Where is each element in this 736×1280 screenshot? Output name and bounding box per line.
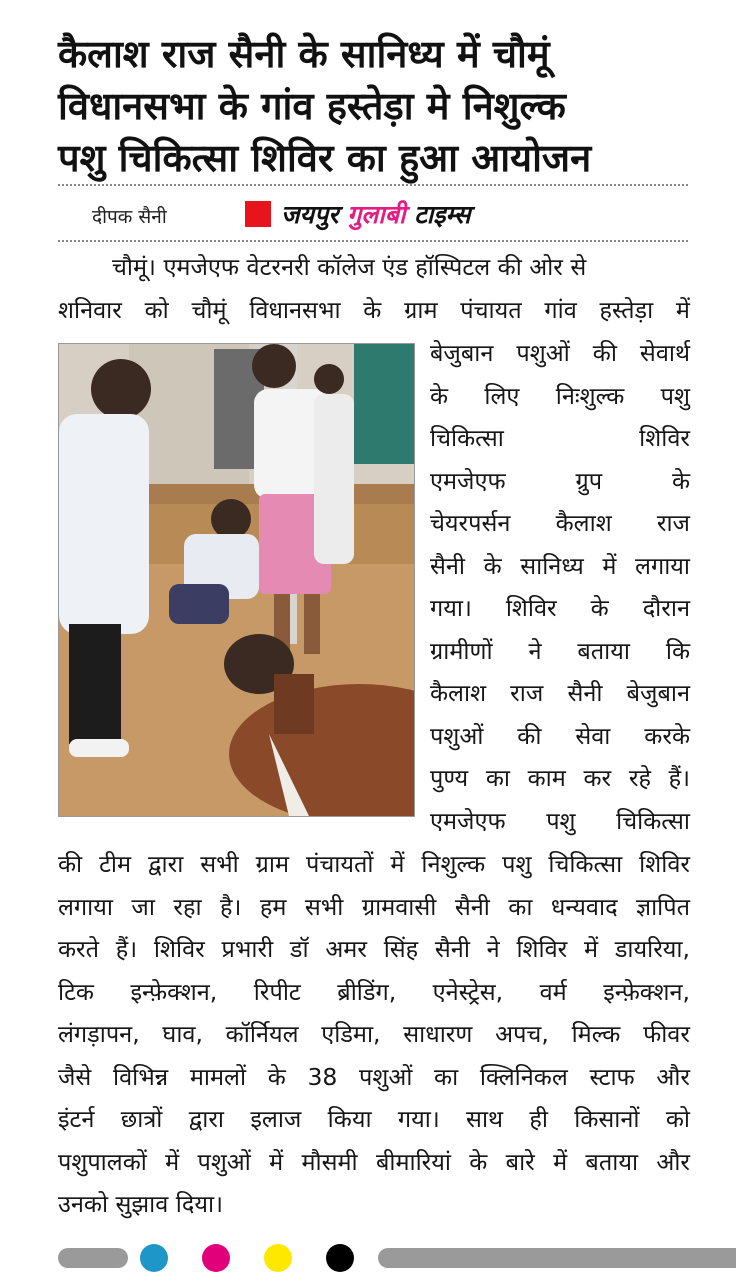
- column-line: पुण्य का काम कर रहे हैं।: [430, 764, 690, 792]
- brand-word-3: टाइम्स: [414, 200, 471, 229]
- headline-line-3: पशु चिकित्सा शिविर का हुआ आयोजन: [58, 136, 592, 180]
- body-line: पशुपालकों में पशुओं में मौसमी बीमारियां के बारे में बताया और: [58, 1147, 690, 1176]
- body-line: लंगड़ापन, घाव, कॉर्नियल एडिमा, साधारण अपच, मिल्क फीवर: [58, 1020, 690, 1048]
- column-line: बेजुबान पशुओं की सेवार्थ: [430, 339, 690, 367]
- brand-word-2: गुलाबी: [347, 200, 406, 229]
- body-line: करते हैं। शिविर प्रभारी डॉ अमर सिंह सैनी ने शिविर में डायरिया,: [58, 935, 690, 963]
- divider-top: [58, 184, 688, 186]
- column-line: एमजेएफ पशु चिकित्सा: [430, 806, 690, 835]
- body-line: जैसे विभिन्न मामलों के 38 पशुओं का क्लिनिकल स्टाफ और: [58, 1062, 690, 1091]
- column-line: चेयरपर्सन कैलाश राज: [430, 509, 690, 537]
- body-line: टिक इन्फ़ेक्शन, रिपीट ब्रीडिंग, एनेस्ट्रेस, वर्म इन्फ़ेक्शन,: [58, 977, 690, 1006]
- column-line: पशुओं की सेवा करके: [430, 721, 690, 750]
- brand-word-1: जयपुर: [281, 200, 339, 229]
- article-column: [430, 332, 690, 842]
- body-line: की टीम द्वारा सभी ग्राम पंचायतों में निशुल्क पशु चिकित्सा शिविर: [58, 850, 690, 878]
- body-line: लगाया जा रहा है। हम सभी ग्रामवासी सैनी का धन्यवाद ज्ञापित: [58, 892, 690, 921]
- author-name: दीपक सैनी: [92, 206, 167, 228]
- column-line: सैनी के सानिध्य में लगाया: [430, 551, 690, 580]
- registration-cyan-dot: [140, 1244, 168, 1272]
- registration-yellow-dot: [264, 1244, 292, 1272]
- column-line: के लिए निःशुल्क पशु: [430, 381, 690, 410]
- column-line: कैलाश राज सैनी बेजुबान: [430, 679, 690, 707]
- publication-brand: [245, 197, 471, 231]
- brand-square-icon: [245, 201, 271, 227]
- registration-black-dot: [326, 1244, 354, 1272]
- column-line: एमजेएफ ग्रुप के: [430, 466, 690, 495]
- registration-magenta-dot: [202, 1244, 230, 1272]
- headline: [58, 28, 718, 184]
- divider-byline: [58, 240, 688, 242]
- body-line: इंटर्न छात्रों द्वारा इलाज किया गया। साथ ही किसानों को: [58, 1105, 690, 1133]
- column-line: चिकित्सा शिविर: [430, 424, 690, 452]
- headline-line-2: विधानसभा के गांव हस्तेड़ा मे निशुल्क: [58, 84, 566, 128]
- article-photo: [58, 343, 415, 817]
- column-line: गया। शिविर के दौरान: [430, 594, 690, 622]
- column-line: ग्रामीणों ने बताया कि: [430, 636, 690, 665]
- headline-line-1: कैलाश राज सैनी के सानिध्य में चौमूं: [58, 32, 550, 76]
- article-intro: [58, 246, 690, 331]
- registration-gray-right: [378, 1248, 736, 1268]
- intro-line: चौमूं। एमजेएफ वेटरनरी कॉलेज एंड हॉस्पिटल की ओर से: [112, 253, 587, 281]
- body-line: उनको सुझाव दिया।: [58, 1190, 223, 1218]
- intro-line: शनिवार को चौमूं विधानसभा के ग्राम पंचायत गांव हस्तेड़ा में: [58, 295, 690, 324]
- registration-gray-left: [58, 1248, 128, 1268]
- article-body: [58, 843, 690, 1226]
